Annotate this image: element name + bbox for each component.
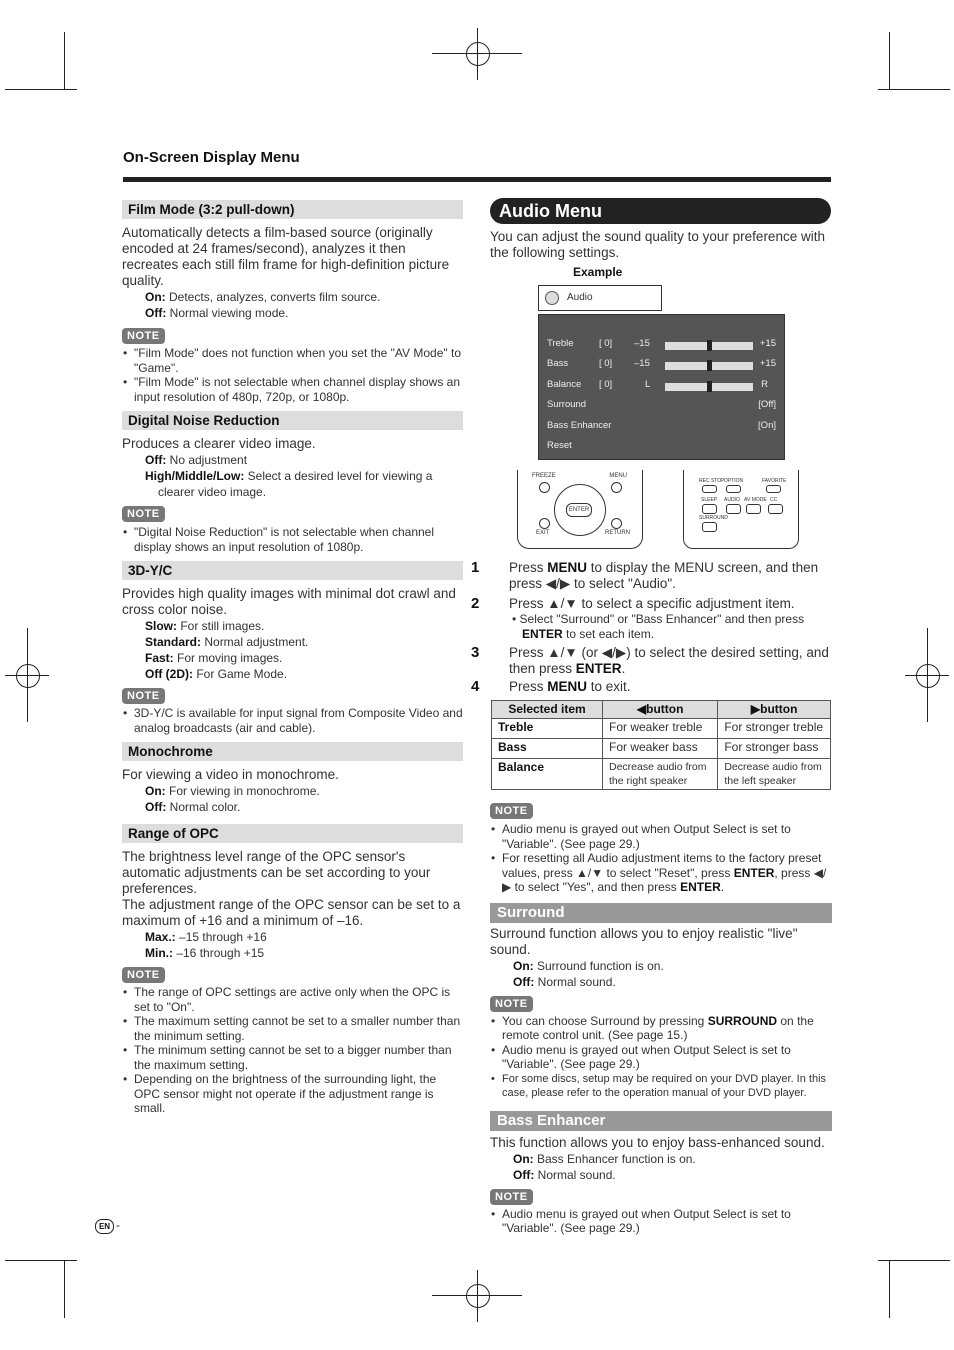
osd-row-balance[interactable]: Balance [ 0] L R — [547, 379, 768, 390]
registration-mark — [466, 1284, 490, 1308]
opc-opt: Min.: –16 through +15 — [145, 946, 265, 960]
favorite-button[interactable] — [766, 485, 781, 493]
note-item: • Audio menu is grayed out when Output Select is set to "Variable". (See page 29.) — [502, 1043, 832, 1072]
table-row: Treble For weaker treble For stronger treble — [492, 719, 831, 739]
yc-opt: Fast: For moving images. — [145, 651, 283, 665]
note-badge: NOTE — [122, 328, 165, 344]
bass-enhancer-body: This function allows you to enjoy bass-enhanced sound. — [490, 1134, 825, 1150]
registration-mark — [916, 664, 940, 688]
step-2: 2 Press ▲/▼ to select a specific adjustment item. — [471, 595, 795, 612]
yc-heading: 3D-Y/C — [122, 561, 463, 580]
remote-illustration-nav: FREEZE MENU ENTER EXIT RETURN — [517, 470, 643, 549]
header-rule — [123, 177, 831, 182]
film-mode-notes — [122, 346, 463, 404]
note-item: • Depending on the brightness of the surrounding light, the OPC sensor might not operate if the adjustment range is small. — [134, 1072, 463, 1116]
note-badge: NOTE — [122, 506, 165, 522]
table-header: Selected item — [492, 701, 603, 719]
crop-mark — [64, 1260, 65, 1318]
crop-mark — [889, 32, 890, 90]
surround-opt: Off: Normal sound. — [513, 974, 616, 989]
audio-adjust-table — [491, 700, 831, 790]
note-item: • For resetting all Audio adjustment items to the factory preset values, press ▲/▼ to select "Reset", press ENTER, press ◀/▶ to select "Yes", and then press ENTER. — [502, 851, 832, 895]
registration-mark — [466, 42, 490, 66]
surround-heading: Surround — [490, 903, 832, 923]
surround-opt: On: Surround function is on. — [513, 958, 664, 973]
crop-mark — [5, 89, 77, 90]
yc-opt: Slow: For still images. — [145, 619, 265, 633]
note-item: • "Film Mode" is not selectable when channel display shows an input resolution of 480p, 720p, or 1080p. — [134, 375, 463, 404]
opc-opt: Max.: –15 through +16 — [145, 930, 267, 944]
film-mode-opt: On: Detects, analyzes, converts film source. — [145, 290, 381, 304]
speaker-icon — [545, 291, 559, 305]
monochrome-opt: Off: Normal color. — [145, 800, 241, 814]
note-item: • The minimum setting cannot be set to a bigger number than the maximum setting. — [134, 1043, 463, 1072]
osd-row-reset[interactable]: Reset — [547, 440, 572, 451]
osd-row-surround[interactable]: Surround [Off] — [547, 399, 776, 410]
note-item: • The maximum setting cannot be set to a smaller number than the minimum setting. — [134, 1014, 463, 1043]
osd-row-bass[interactable]: Bass [ 0] –15 +15 — [547, 358, 776, 369]
language-badge: EN — [95, 1219, 114, 1234]
crop-mark — [5, 1260, 77, 1261]
crop-mark — [64, 32, 65, 90]
bass-enhancer-opt: On: Bass Enhancer function is on. — [513, 1151, 696, 1166]
section-title: On-Screen Display Menu — [123, 149, 300, 166]
step-list — [471, 559, 832, 695]
monochrome-heading: Monochrome — [122, 742, 463, 761]
audio-osd — [538, 314, 785, 460]
note-item: • 3D-Y/C is available for input signal from Composite Video and analog broadcasts (air and cable). — [134, 706, 463, 735]
audio-button[interactable] — [726, 504, 741, 514]
note-badge: NOTE — [490, 1189, 533, 1205]
monochrome-body: For viewing a video in monochrome. — [122, 767, 339, 782]
opc-heading: Range of OPC — [122, 824, 463, 843]
surround-body: Surround function allows you to enjoy realistic "live" sound. — [490, 925, 798, 957]
crop-mark — [878, 1260, 950, 1261]
table-header: ▶button — [718, 701, 831, 719]
audio-intro: You can adjust the sound quality to your preference with the following settings. — [490, 229, 825, 260]
slider-knob[interactable] — [707, 360, 712, 371]
yc-opt: Standard: Normal adjustment. — [145, 635, 309, 649]
opc-notes — [122, 985, 463, 1116]
surround-button[interactable] — [702, 522, 717, 532]
dnr-opt: High/Middle/Low: Select a desired level for viewing a clearer video image. — [145, 469, 433, 499]
audio-menu-heading: Audio Menu — [490, 198, 831, 224]
monochrome-opt: On: For viewing in monochrome. — [145, 784, 320, 798]
table-row: Balance Decrease audio from the right speaker Decrease audio from the left speaker — [492, 759, 831, 790]
dnr-opt: Off: No adjustment — [145, 453, 248, 467]
step-1: 1 Press MENU to display the MENU screen, and then press ◀/▶ to select "Audio". — [471, 559, 819, 591]
film-mode-opt: Off: Normal viewing mode. — [145, 306, 289, 320]
osd-title: Audio — [567, 292, 593, 303]
note-badge: NOTE — [122, 688, 165, 704]
freeze-button[interactable] — [539, 482, 550, 493]
sleep-button[interactable] — [702, 504, 717, 514]
note-item: • Audio menu is grayed out when Output Select is set to "Variable". (See page 29.) — [502, 1207, 832, 1236]
av-mode-button[interactable] — [746, 504, 761, 514]
rec-stop-button[interactable] — [702, 485, 717, 493]
slider-knob[interactable] — [707, 340, 712, 351]
note-item: • "Film Mode" does not function when you set the "AV Mode" to "Game". — [134, 346, 463, 375]
slider-knob[interactable] — [707, 381, 712, 392]
option-button[interactable] — [726, 485, 741, 493]
return-button[interactable] — [611, 518, 622, 529]
osd-row-treble[interactable]: Treble [ 0] –15 +15 — [547, 338, 776, 349]
audio-notes — [490, 802, 832, 1236]
film-mode-heading: Film Mode (3:2 pull-down) — [122, 200, 463, 219]
cc-button[interactable] — [768, 504, 783, 514]
table-row: Bass For weaker bass For stronger bass — [492, 739, 831, 759]
dnr-heading: Digital Noise Reduction — [122, 411, 463, 430]
opc-body: The adjustment range of the OPC sensor can be set to a maximum of +16 and a minimum of –16. — [122, 897, 461, 928]
slider[interactable] — [665, 342, 753, 350]
note-item: • "Digital Noise Reduction" is not selectable when channel display shows an input resolution of 1080p. — [134, 525, 463, 554]
step-3: 3 Press ▲/▼ (or ◀/▶) to select the desired setting, and then press ENTER. — [471, 644, 829, 676]
crop-mark — [889, 1260, 890, 1318]
example-label: Example — [573, 265, 623, 279]
remote-illustration-buttons: REC STOP OPTION FAVORITE SLEEP AUDIO AV MODE CC SURROUND — [683, 470, 799, 549]
osd-row-bass-enhancer[interactable]: Bass Enhancer [On] — [547, 420, 776, 431]
dnr-body: Produces a clearer video image. — [122, 436, 316, 451]
registration-mark — [16, 664, 40, 688]
note-badge: NOTE — [490, 996, 533, 1012]
bass-enhancer-opt: Off: Normal sound. — [513, 1167, 616, 1182]
film-mode-body: Automatically detects a film-based source (originally encoded at 24 frames/second), analyzes it then recreates each still film frame for high-definition picture quality. — [122, 225, 450, 288]
yc-body: Provides high quality images with minimal dot crawl and cross color noise. — [122, 586, 456, 617]
enter-button[interactable]: ENTER — [566, 503, 592, 517]
opc-body: The brightness level range of the OPC sensor's automatic adjustments can be set according to your preferences. — [122, 849, 431, 896]
exit-button[interactable] — [539, 518, 550, 529]
dnr-notes — [122, 525, 463, 554]
step-2-sub: • Select "Surround" or "Bass Enhancer" and then press ENTER to set each item. — [512, 612, 805, 641]
note-badge: NOTE — [490, 803, 533, 819]
slider[interactable] — [665, 362, 753, 370]
crop-mark — [878, 89, 950, 90]
note-badge: NOTE — [122, 967, 165, 983]
left-column — [122, 200, 463, 1116]
slider[interactable] — [665, 383, 753, 391]
step-4: 4 Press MENU to exit. — [471, 678, 631, 695]
note-item: • You can choose Surround by pressing SURROUND on the remote control unit. (See page 15.) — [502, 1014, 832, 1043]
table-header: ◀button — [603, 701, 718, 719]
note-item: • For some discs, setup may be required on your DVD player. In this case, please refer to the operation manual of your DVD player. — [502, 1072, 832, 1100]
note-item: • The range of OPC settings are active only when the OPC is set to "On". — [134, 985, 463, 1014]
page-number: - — [116, 1218, 120, 1232]
yc-opt: Off (2D): For Game Mode. — [145, 667, 288, 681]
bass-enhancer-heading: Bass Enhancer — [490, 1111, 832, 1131]
yc-notes — [122, 706, 463, 735]
osd-title-bar — [538, 285, 662, 311]
menu-button[interactable] — [611, 482, 622, 493]
note-item: • Audio menu is grayed out when Output Select is set to "Variable". (See page 29.) — [502, 822, 832, 851]
